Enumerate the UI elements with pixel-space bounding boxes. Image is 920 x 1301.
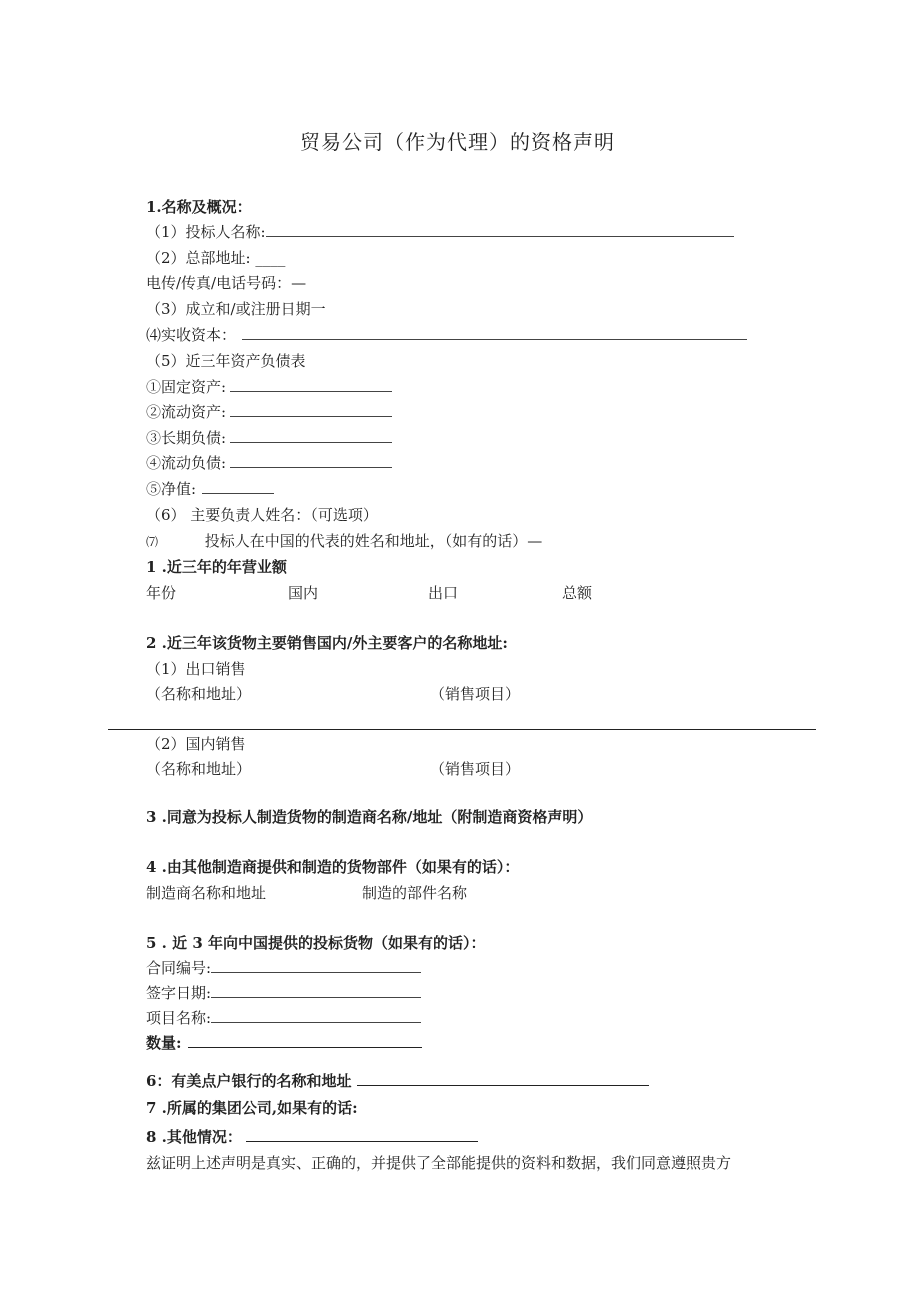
contract-number-row [146, 958, 421, 978]
bidder-name-row [146, 222, 734, 242]
turnover-col-domestic: 国内 [288, 584, 319, 602]
project-name-field[interactable] [211, 1008, 421, 1023]
domestic-name-address-label: （名称和地址） [146, 760, 252, 778]
bank-row [146, 1071, 649, 1091]
turnover-col-year: 年份 [146, 584, 177, 602]
fixed-assets-label: ①固定资产: [146, 378, 227, 396]
net-worth-row [146, 479, 274, 499]
other-info-label: 8 .其他情况： [146, 1128, 242, 1146]
paid-capital-field[interactable] [242, 325, 747, 340]
bidder-name-label: （1）投标人名称: [146, 223, 266, 241]
bank-label: 6：有美点户银行的名称和地址 [146, 1072, 352, 1090]
paid-capital-label: ⑷实收资本： [146, 326, 237, 344]
export-name-address-label: （名称和地址） [146, 685, 252, 703]
project-name-row [146, 1008, 421, 1028]
domestic-sales-label: （2）国内销售 [146, 735, 246, 753]
china-rep-row [146, 531, 542, 552]
signing-date-row [146, 983, 421, 1003]
signing-date-field[interactable] [211, 983, 421, 998]
registration-date-label: （3）成立和/或注册日期一 [146, 300, 326, 318]
hq-address-label: （2）总部地址: [146, 249, 251, 267]
china-rep-label: 投标人在中国的代表的姓名和地址，（如有的话）— [204, 532, 543, 550]
divider-line [108, 729, 816, 730]
page-title: 贸易公司（作为代理）的资格声明 [300, 130, 615, 154]
current-liabilities-label: ④流动负债: [146, 454, 227, 472]
quantity-label: 数量: [146, 1034, 182, 1052]
net-worth-field[interactable] [202, 479, 274, 494]
project-name-label: 项目名称: [146, 1009, 212, 1027]
fixed-assets-row [146, 377, 392, 397]
turnover-col-total: 总额 [562, 584, 593, 602]
hq-address-field[interactable]: ____ [255, 249, 286, 267]
china-rep-number: ⑺ [146, 535, 159, 549]
contact-label: 电传/传真/电话号码：— [146, 274, 307, 292]
closing-statement: 兹证明上述声明是真实、正确的，并提供了全部能提供的资料和数据，我们同意遵照贵方 [146, 1154, 732, 1172]
other-info-field[interactable] [246, 1127, 478, 1142]
components-heading: 4 .由其他制造商提供和制造的货物部件（如果有的话）： [146, 858, 520, 876]
turnover-heading: 1 .近三年的年营业额 [146, 558, 287, 576]
current-assets-label: ②流动资产: [146, 403, 227, 421]
components-col-manufacturer: 制造商名称和地址 [146, 884, 267, 902]
other-info-row [146, 1127, 478, 1147]
current-assets-field[interactable] [230, 402, 392, 417]
balance-sheet-label: （5）近三年资产负债表 [146, 352, 306, 370]
export-sales-label: （1）出口销售 [146, 660, 246, 678]
customers-heading: 2 .近三年该货物主要销售国内/外主要客户的名称地址: [146, 634, 508, 652]
quantity-row [146, 1033, 422, 1053]
principal-name-label: （6） 主要负责人姓名：（可选项） [146, 506, 378, 524]
contract-number-field[interactable] [211, 958, 421, 973]
export-sales-item-label: （销售项目） [430, 685, 521, 703]
contract-number-label: 合同编号: [146, 959, 212, 977]
long-term-liabilities-label: ③长期负债: [146, 429, 227, 447]
bidder-name-field[interactable] [266, 222, 734, 237]
current-liabilities-field[interactable] [230, 453, 392, 468]
turnover-col-export: 出口 [428, 584, 459, 602]
long-term-liabilities-field[interactable] [230, 428, 392, 443]
hq-address-row [146, 248, 285, 268]
fixed-assets-field[interactable] [230, 377, 392, 392]
signing-date-label: 签字日期: [146, 984, 212, 1002]
current-assets-row [146, 402, 392, 422]
long-term-liabilities-row [146, 428, 392, 448]
net-worth-label: ⑤净值: [146, 480, 197, 498]
bank-field[interactable] [357, 1071, 649, 1086]
quantity-field[interactable] [188, 1033, 422, 1048]
group-company-label: 7 .所属的集团公司,如果有的话: [146, 1099, 358, 1117]
domestic-sales-item-label: （销售项目） [430, 760, 521, 778]
supplied-goods-heading: 5 . 近 3 年向中国提供的投标货物（如果有的话）： [146, 934, 486, 952]
current-liabilities-row [146, 453, 392, 473]
manufacturer-heading: 3 .同意为投标人制造货物的制造商名称/地址（附制造商资格声明） [146, 808, 593, 826]
paid-capital-row [146, 325, 747, 345]
section-1-heading: 1.名称及概况： [146, 198, 252, 216]
components-col-part: 制造的部件名称 [362, 884, 468, 902]
